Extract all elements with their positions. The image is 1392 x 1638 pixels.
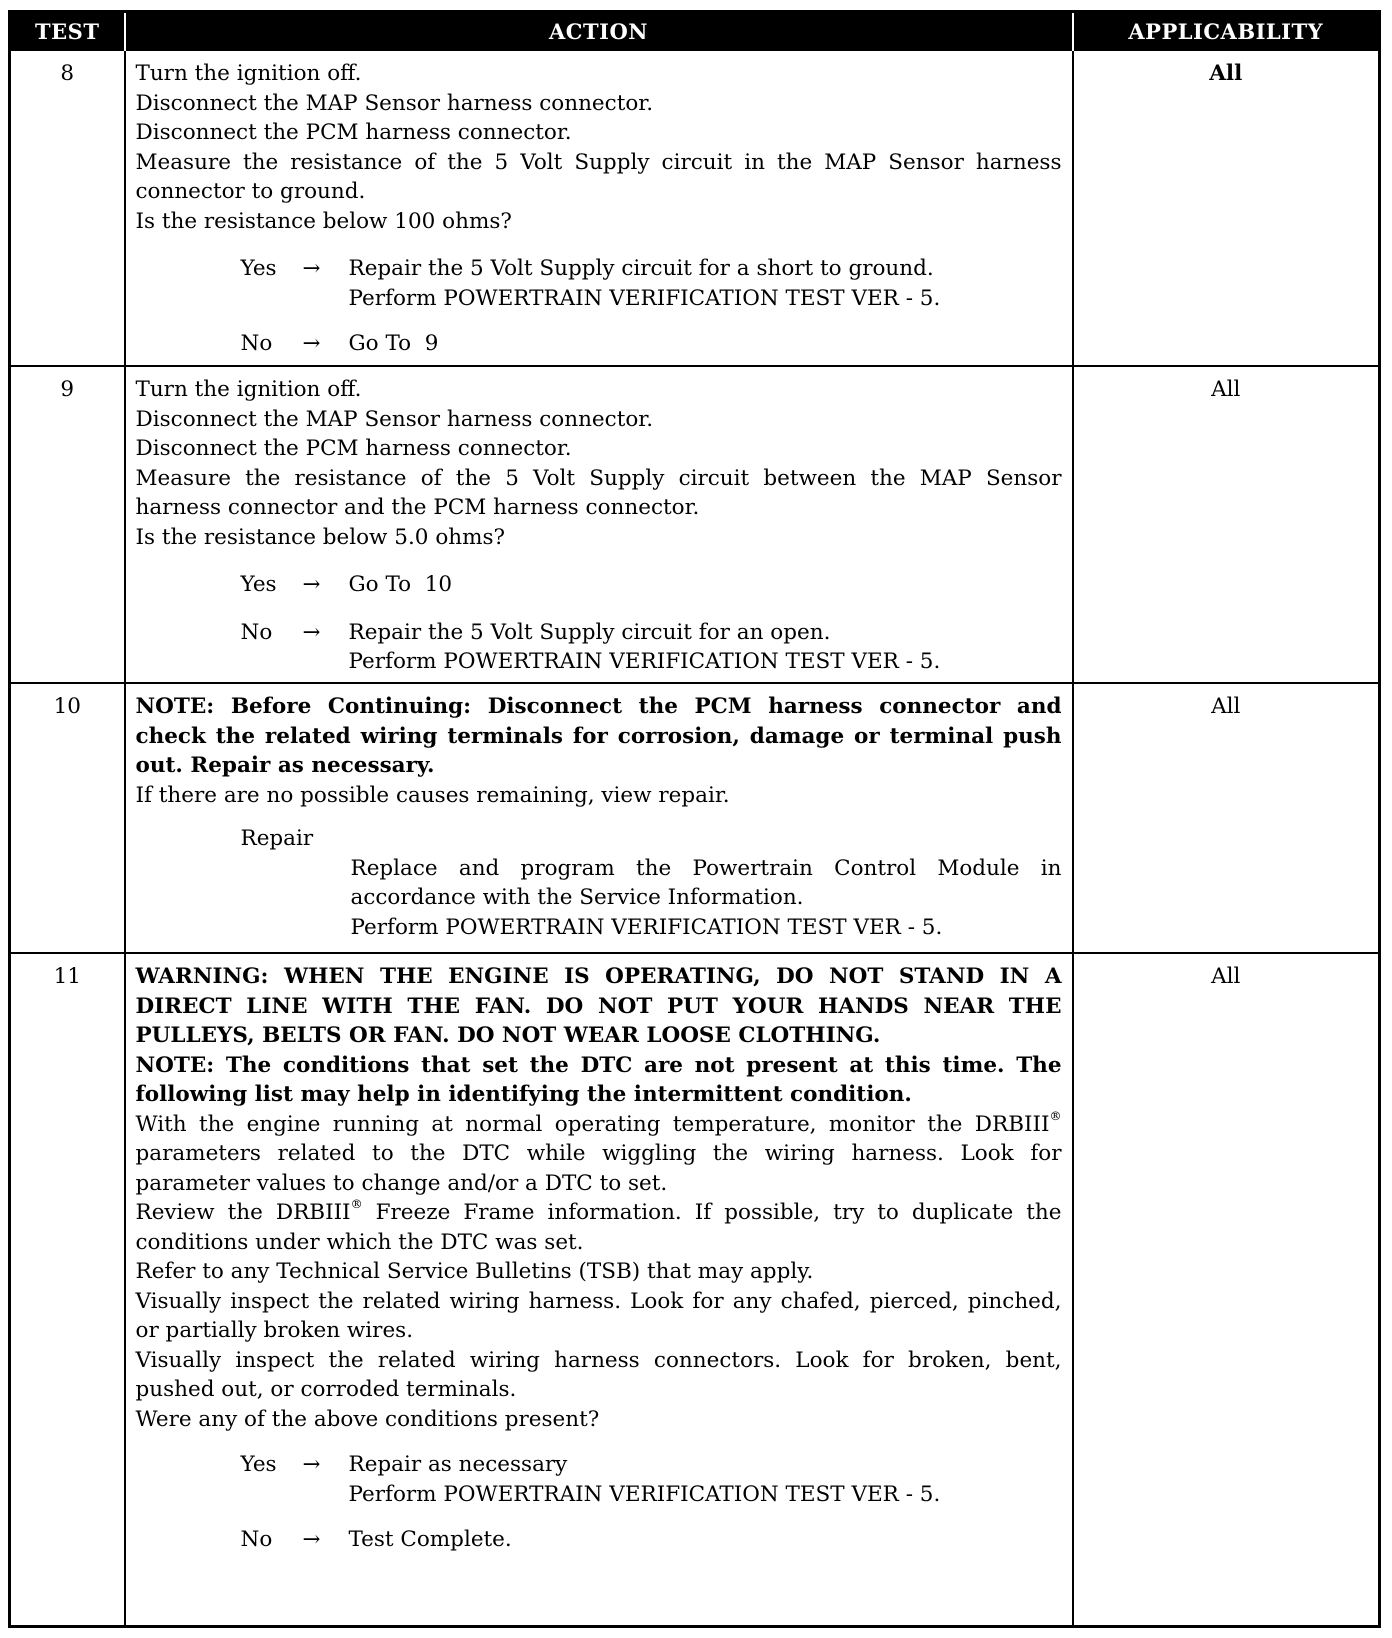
yes-answer <box>136 1450 1062 1509</box>
action-step-part: Freeze Frame information. If possible, try to duplicate the conditions under which the DTC was set. <box>135 1200 1062 1255</box>
action-question: Is the resistance below 5.0 ohms? <box>135 524 506 550</box>
no-answer <box>136 618 1062 677</box>
table-row <box>10 366 1380 683</box>
action-cell <box>125 50 1073 366</box>
no-result: Test Complete. <box>348 1527 512 1552</box>
yes-label: Yes <box>240 1452 277 1477</box>
warning-text: WARNING: WHEN THE ENGINE IS OPERATING, DO NOT STAND IN A DIRECT LINE WITH THE FAN. DO NOT PUT YOUR HANDS NEAR THE PULLEYS, BELTS OR FAN. DO NOT WEAR LOOSE CLOTHING. <box>135 964 1062 1048</box>
yes-result: Go To 10 <box>348 572 453 597</box>
action-step: Disconnect the MAP Sensor harness connector. <box>135 406 654 432</box>
action-step: Refer to any Technical Service Bulletins (TSB) that may apply. <box>135 1259 814 1284</box>
arrow-icon: → <box>302 331 321 356</box>
action-question: Is the resistance below 100 ohms? <box>135 208 512 234</box>
action-step: Visually inspect the related wiring harness. Look for any chafed, pierced, pinched, or partially broken wires. <box>135 1288 1062 1343</box>
header-action: ACTION <box>125 12 1073 51</box>
yes-result: Repair the 5 Volt Supply circuit for a short to ground. <box>348 256 934 281</box>
yes-answer <box>136 254 1062 313</box>
applicability-value: All <box>1073 683 1380 953</box>
action-step: Disconnect the PCM harness connector. <box>135 436 572 461</box>
action-step: Disconnect the PCM harness connector. <box>135 120 572 145</box>
verification-step: Perform POWERTRAIN VERIFICATION TEST VER - 5. <box>350 914 943 940</box>
header-test: TEST <box>10 12 125 51</box>
yes-result: Repair as necessary <box>348 1452 568 1477</box>
registered-mark: ® <box>350 1197 363 1211</box>
action-cell <box>125 683 1073 953</box>
arrow-icon: → <box>302 256 321 281</box>
diagnostic-test-table <box>8 10 1381 1628</box>
table-row <box>10 50 1380 366</box>
arrow-icon: → <box>302 1452 321 1477</box>
page <box>8 10 1378 1630</box>
no-label: No <box>240 619 273 645</box>
no-answer <box>136 329 1062 359</box>
action-step: Measure the resistance of the 5 Volt Supply circuit in the MAP Sensor harness connector to ground. <box>135 149 1062 204</box>
action-step: Turn the ignition off. <box>135 61 362 86</box>
arrow-icon: → <box>302 572 321 597</box>
action-step-part: With the engine running at normal operating temperature, monitor the DRBIII <box>135 1111 1050 1137</box>
no-label: No <box>240 1527 273 1552</box>
table-row <box>10 953 1380 1627</box>
note-text: NOTE: Before Continuing: Disconnect the PCM harness connector and check the related wiring terminals for corrosion, damage or terminal push out. Repair as necessary. <box>135 694 1062 778</box>
test-number: 11 <box>10 953 125 1627</box>
header-applicability: APPLICABILITY <box>1073 12 1380 51</box>
action-step: If there are no possible causes remaining, view repair. <box>135 782 730 808</box>
action-cell <box>125 953 1073 1627</box>
arrow-icon: → <box>302 1527 321 1552</box>
yes-answer <box>136 570 1062 600</box>
repair-text: Replace and program the Powertrain Control Module in accordance with the Service Information. <box>350 855 1062 910</box>
action-step-part: Review the DRBIII <box>135 1200 351 1225</box>
action-step: Visually inspect the related wiring harness connectors. Look for broken, bent, pushed out, or corroded terminals. <box>135 1347 1062 1402</box>
repair-label: Repair <box>240 826 314 851</box>
action-cell <box>125 366 1073 683</box>
no-answer <box>136 1525 1062 1555</box>
yes-label: Yes <box>240 256 277 281</box>
verification-step: Perform POWERTRAIN VERIFICATION TEST VER - 5. <box>348 1481 941 1507</box>
yes-label: Yes <box>240 572 277 597</box>
test-number: 8 <box>10 50 125 366</box>
test-number: 9 <box>10 366 125 683</box>
test-number: 10 <box>10 683 125 953</box>
arrow-icon: → <box>302 619 321 645</box>
table-row <box>10 683 1380 953</box>
verification-step: Perform POWERTRAIN VERIFICATION TEST VER - 5. <box>348 285 941 311</box>
applicability-value: All <box>1073 953 1380 1627</box>
applicability-value: All <box>1073 50 1380 366</box>
no-result: Go To 9 <box>348 331 439 356</box>
action-step-part: parameters related to the DTC while wiggling the wiring harness. Look for parameter values to change and/or a DTC to set. <box>135 1141 1062 1196</box>
action-step: Measure the resistance of the 5 Volt Supply circuit between the MAP Sensor harness connector and the PCM harness connector. <box>135 465 1062 520</box>
action-step <box>136 1198 1062 1257</box>
no-result: Repair the 5 Volt Supply circuit for an open. <box>348 619 831 645</box>
applicability-value: All <box>1073 366 1380 683</box>
verification-step: Perform POWERTRAIN VERIFICATION TEST VER - 5. <box>348 649 941 674</box>
action-step <box>136 1110 1062 1199</box>
no-label: No <box>240 331 273 356</box>
note-text: NOTE: The conditions that set the DTC are not present at this time. The following list may help in identifying the intermittent condition. <box>135 1052 1062 1107</box>
action-step: Turn the ignition off. <box>135 377 362 402</box>
repair-body <box>136 854 1062 943</box>
action-question: Were any of the above conditions present? <box>135 1406 600 1432</box>
action-step: Disconnect the MAP Sensor harness connector. <box>135 90 654 116</box>
registered-mark: ® <box>1049 1108 1062 1123</box>
table-header-row <box>10 12 1380 51</box>
